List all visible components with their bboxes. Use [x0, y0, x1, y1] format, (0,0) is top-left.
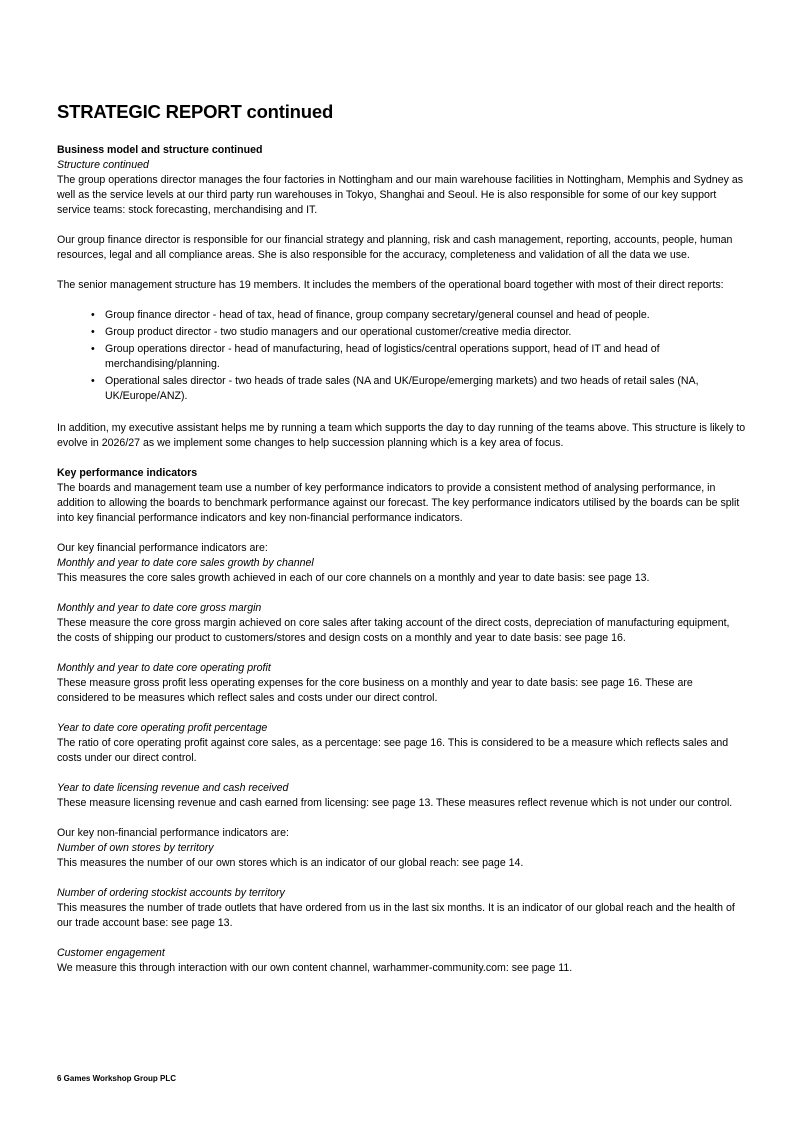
page-content [57, 100, 747, 976]
paragraph-senior-management: The senior management structure has 19 members. It includes the members of the operational board together with most of their direct reports: [57, 279, 724, 291]
kpi-text: We measure this through interaction with our own content channel, warhammer-community.com: see page 11. [57, 962, 573, 974]
bullet-icon: • [91, 343, 95, 355]
bullet-icon: • [91, 326, 95, 338]
kpi-text: This measures the number of our own stores which is an indicator of our global reach: see page 14. [57, 857, 524, 869]
bullet-icon: • [91, 375, 95, 387]
list-item: • Group product director - two studio managers and our operational customer/creative media director. [91, 326, 572, 338]
kpi-title: Monthly and year to date core sales growth by channel [57, 557, 314, 569]
kpi-text: These measure licensing revenue and cash earned from licensing: see page 13. These measures reflect revenue which is not under our control. [57, 797, 733, 809]
section-heading-business-model: Business model and structure continued [57, 144, 263, 156]
list-item: • Group operations director - head of manufacturing, head of logistics/central operations support, head of IT and head of merchandising/planning. [91, 343, 660, 370]
kpi-title: Number of own stores by territory [57, 842, 214, 854]
paragraph-executive-assistant: In addition, my executive assistant helps me by running a team which supports the day to day running of the teams above. This structure is likely to evolve in 2026/27 as we implement some changes to help succession planning which is a key area of focus. [57, 422, 746, 449]
nonfinancial-kpi-intro: Our key non-financial performance indicators are: [57, 827, 289, 839]
section-heading-kpi: Key performance indicators [57, 467, 198, 479]
kpi-title: Monthly and year to date core operating profit [57, 662, 271, 674]
paragraph-kpi-intro: The boards and management team use a number of key performance indicators to provide a consistent method of analysing performance, in addition to allowing the boards to benchmark performance against our forecast. The key performance indicators utilised by the boards can be split into key financial performance indicators and key non-financial performance indicators. [57, 482, 740, 524]
reports-list [57, 308, 747, 404]
kpi-text: This measures the number of trade outlets that have ordered from us in the last six months. It is an indicator of our global reach and the health of our trade account base: see page 13. [57, 902, 735, 929]
kpi-title: Number of ordering stockist accounts by territory [57, 887, 285, 899]
kpi-text: These measure gross profit less operating expenses for the core business on a monthly and year to date basis: see page 16. These are considered to be measures which reflect sales and costs under our direct control. [57, 677, 693, 704]
page-title: STRATEGIC REPORT continued [57, 101, 334, 122]
paragraph-operations-director: The group operations director manages the four factories in Nottingham and our main warehouse facilities in Nottingham, Memphis and Sydney as well as the service levels at our third party run warehouses in Tokyo, Shanghai and Seoul. He is also responsible for some of our key support service teams: stock forecasting, merchandising and IT. [57, 174, 744, 216]
paragraph-finance-director: Our group finance director is responsible for our financial strategy and planning, risk and cash management, reporting, accounts, people, human resources, legal and all compliance areas. She is also responsible for the accuracy, completeness and validation of all the data we use. [57, 234, 733, 261]
kpi-text: These measure the core gross margin achieved on core sales after taking account of the direct costs, depreciation of manufacturing equipment, the costs of shipping our product to customers/stores and design costs on a monthly and year to date basis: see page 16. [57, 617, 730, 644]
page-footer: 6 Games Workshop Group PLC [57, 1074, 176, 1083]
kpi-text: This measures the core sales growth achieved in each of our core channels on a monthly and year to date basis: see page 13. [57, 572, 650, 584]
list-item: • Operational sales director - two heads of trade sales (NA and UK/Europe/emerging markets) and two heads of retail sales (NA, UK/Europe/ANZ). [91, 375, 699, 402]
financial-kpi-intro: Our key financial performance indicators are: [57, 542, 268, 554]
kpi-title: Year to date licensing revenue and cash received [57, 782, 289, 794]
list-item: • Group finance director - head of tax, head of finance, group company secretary/general counsel and head of people. [91, 309, 650, 321]
kpi-title: Monthly and year to date core gross margin [57, 602, 262, 614]
kpi-title: Customer engagement [57, 947, 165, 959]
kpi-text: The ratio of core operating profit against core sales, as a percentage: see page 16. This is considered to be a measure which reflects sales and costs under our direct control. [57, 737, 729, 764]
bullet-icon: • [91, 309, 95, 321]
kpi-title: Year to date core operating profit percentage [57, 722, 268, 734]
subsection-heading-structure: Structure continued [57, 159, 149, 171]
